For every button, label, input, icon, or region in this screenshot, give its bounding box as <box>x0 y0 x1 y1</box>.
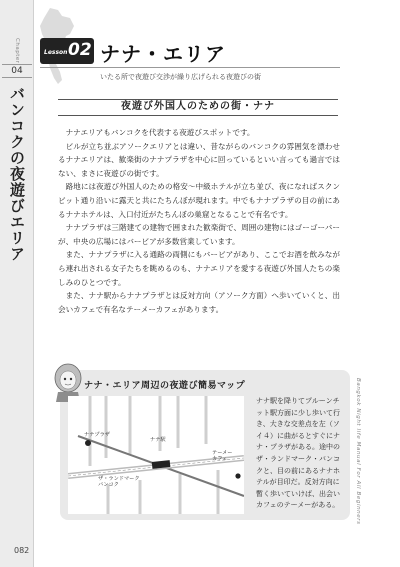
nana-plaza-marker <box>85 440 91 446</box>
paragraph: また、ナナ駅からナナプラザとは反対方向（アソーク方面）へ歩いていくと、出会いカフェで有名なテーメーカフェがあります。 <box>58 291 340 314</box>
paragraph: ビルが立ち並ぶアソークエリアとは違い、昔ながらのバンコクの雰囲気を漂わせるナナエリアは、歓楽街のナナプラザを中心に回っているといい言っても過言ではない、まさに夜遊びの街です。 <box>58 141 340 178</box>
chapter-title: バンコクの夜遊びエリア <box>8 86 26 262</box>
map-title: ナナ・エリア周辺の夜遊び簡易マップ <box>84 381 246 391</box>
landmark-label: ザ・ランドマーク バンコク <box>98 476 140 488</box>
nana-plaza-label: ナナプラザ <box>84 432 110 438</box>
cafe-label: テーメー カフェ <box>212 450 233 462</box>
lesson-word: Lesson <box>44 49 68 56</box>
book-series-title: Bangkok Night life Manual For All Beginners <box>355 378 361 525</box>
paragraph: 路地には夜遊び外国人のための格安〜中級ホテルが立ち並び、夜になればスクンビット通り沿いに露天と共にたちんぼが現れます。中でもナナプラザの目の前にあるナナホテルは、入口付近がたちんぼの巣窟となることで有名です。 <box>58 182 340 219</box>
paragraph: ナナプラザは三階建ての建物で囲まれた歓楽街で、周囲の建物にはゴーゴーバーが、中央の広場にはバービアが多数営業しています。 <box>58 223 340 246</box>
chapter-number: 04 <box>2 64 32 78</box>
section-heading: 夜遊び外国人のための街・ナナ <box>58 99 338 116</box>
paragraph: また、ナナプラザに入る通路の両側にもバービアがあり、ここでお酒を飲みながら連れ出される女子たちを眺めるのも、ナナエリアを愛する夜遊び外国人たちの楽しみのひとつです。 <box>58 250 340 287</box>
article-body <box>58 126 340 316</box>
title-divider <box>40 67 340 68</box>
map-description: ナナ駅を降りてプルーンチット駅方面に少し歩いて行き、大きな交差点を左（ソイ４）に曲がるとすぐにナナ・プラザがある。途中のザ・ランドマーク・バンコクと、目の前にあるナナホテルが目印だ。反対方向に暫く歩いていけば、出会いカフェのテーメーがある。 <box>256 397 340 510</box>
chapter-word: Chapter <box>14 38 20 64</box>
cafe-marker <box>235 473 240 478</box>
paragraph: ナナエリアもバンコクを代表する夜遊びスポットです。 <box>65 128 255 137</box>
page-subtitle: いたる所で夜遊び交渉が繰り広げられる夜遊びの街 <box>100 73 261 81</box>
page-title: ナナ・エリア <box>100 42 226 66</box>
page-number: 082 <box>14 546 30 555</box>
lesson-number: 02 <box>68 40 92 60</box>
nana-station-label: ナナ駅 <box>150 437 166 443</box>
lesson-badge <box>40 38 94 64</box>
